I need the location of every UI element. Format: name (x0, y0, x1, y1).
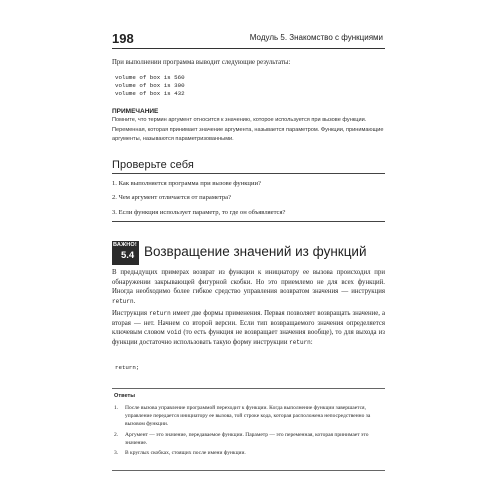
answers-bottom-rule (112, 470, 385, 471)
code-return: return; (115, 364, 140, 371)
answers-list (112, 404, 382, 460)
keyword-return: return (149, 310, 171, 317)
section-paragraph-2: Инструкция return имеет две формы применения. Первая позволяет возвращать значение, а вторая — нет. Начнем со второй версии. Если тип возвращаемого значения определяется ключевым словом void (то есть функция не возвращает значения вообще), то для выхода из функции достаточно использовать такую форму инструкции return: (112, 310, 385, 346)
output-line: volume of box is 432 (115, 90, 185, 97)
intro-text: При выполнении программа выводит следующие результаты: (112, 59, 291, 66)
answer-item: 3. В круглых скобках, стоящих после имени функции. (114, 450, 246, 457)
check-yourself-title: Проверьте себя (112, 159, 194, 171)
check-questions (112, 177, 385, 220)
question-item: 3. Если функция использует параметр, то где он объявляется? (112, 208, 286, 216)
answers-title: Ответы (114, 393, 136, 399)
question-item: 2. Чем аргумент отличается от параметра? (112, 194, 232, 202)
badge-important-label: ВАЖНО! (113, 242, 137, 248)
keyword-return: return (289, 338, 311, 346)
program-output (115, 74, 185, 98)
section-title: Возвращение значений из функций (144, 244, 367, 259)
note-text: Помните, что термин аргумент относится к значению, которое используется при вызове функции. Переменная, которая принимает значение аргумента, называется параметром. Функции, принимающие аргументы, называются параметризованными. (112, 117, 384, 142)
running-header: Модуль 5. Знакомство с функциями (249, 33, 383, 42)
keyword-void: void (166, 329, 182, 337)
check-top-rule (112, 173, 385, 174)
question-item: 1. Как выполняется программа при вызове функции? (112, 180, 261, 187)
keyword-return: return (112, 297, 134, 305)
section-paragraph-1: В предыдущих примерах возврат из функции к инициатору ее вызова происходил при обнаружении закрывающей фигурной скобки. Но это приемлемо не для всех функций. Иногда необходимо более гибкое средство управления возвратом значения — инструкция return. (112, 269, 385, 305)
page-number: 198 (112, 31, 134, 46)
note-title: ПРИМЕЧАНИЕ (112, 108, 159, 115)
output-line: volume of box is 300 (115, 82, 185, 89)
output-line: volume of box is 560 (115, 74, 185, 81)
answer-item: 1. После вызова управление программой переходит к функции. Когда выполнение функции завершается, управление передается инициатору ее вызова, той строке кода, которая расположена непосредственно за вызовом функции. (114, 405, 371, 428)
check-bottom-rule (112, 221, 385, 222)
badge-section-number: 5.4 (121, 250, 135, 261)
answer-item: 2. Аргумент — это значение, передаваемое функции. Параметр — это переменная, которая принимает это значение. (114, 431, 369, 446)
header-rule (112, 48, 385, 49)
answers-top-rule (112, 388, 385, 389)
section-badge (112, 241, 139, 265)
